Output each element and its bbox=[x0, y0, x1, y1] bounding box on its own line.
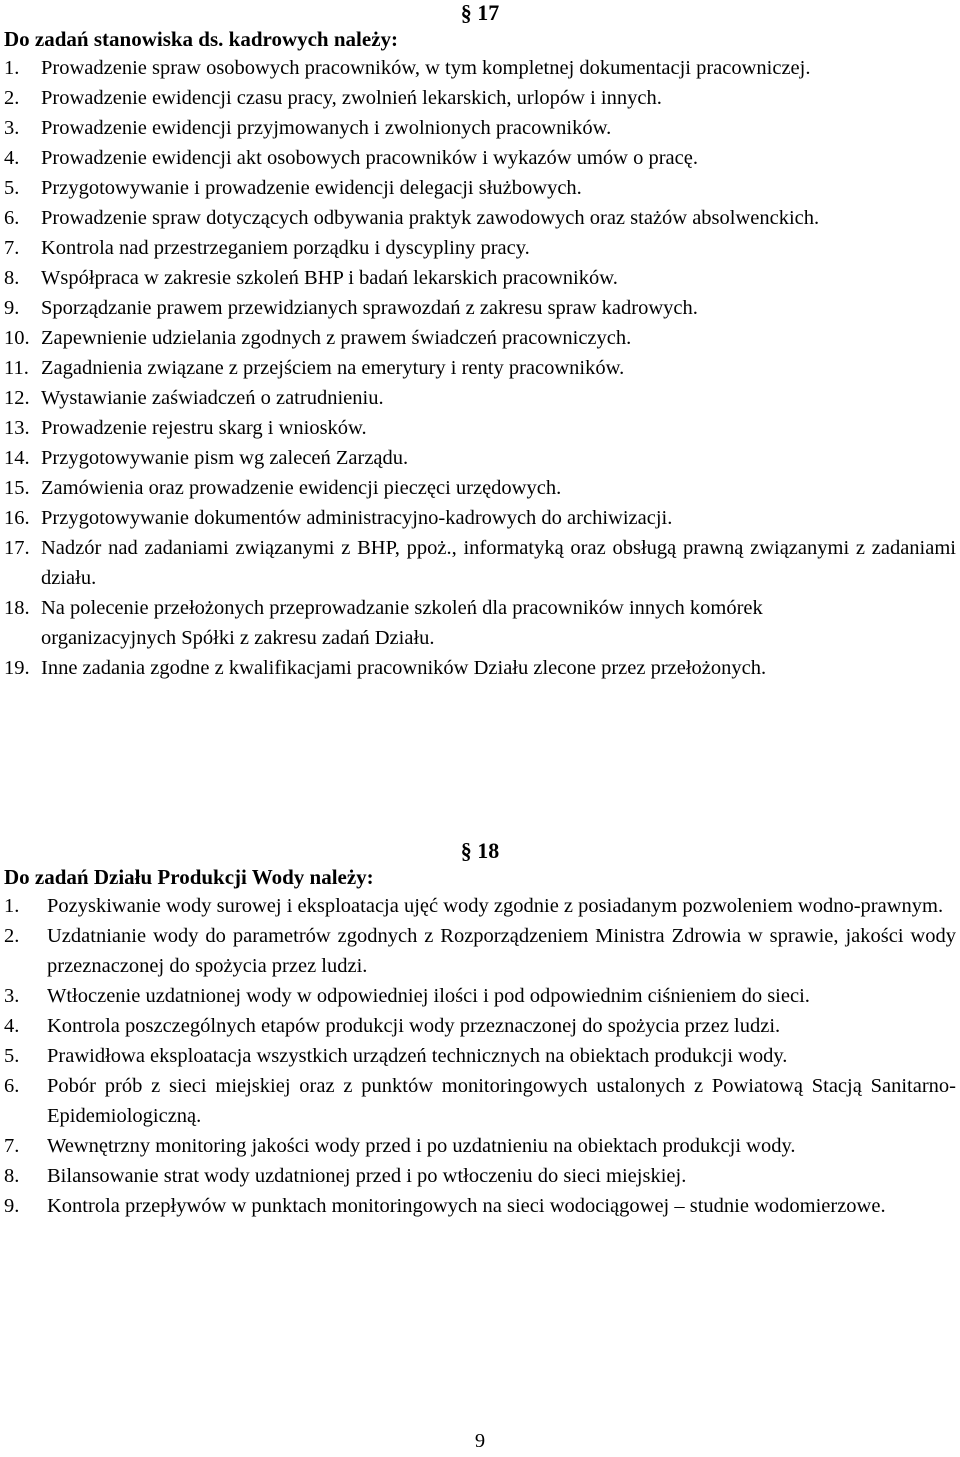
list-item bbox=[4, 1041, 956, 1071]
item-number: 12. bbox=[4, 387, 30, 409]
item-text: Pozyskiwanie wody surowej i eksploatacja ujęć wody zgodnie z posiadanym pozwoleniem wodno-prawnym. bbox=[47, 895, 944, 917]
task-list bbox=[4, 891, 956, 1221]
item-number: 10. bbox=[4, 327, 30, 349]
item-text: Prowadzenie rejestru skarg i wniosków. bbox=[41, 417, 367, 439]
task-list bbox=[4, 53, 956, 683]
list-item bbox=[4, 1071, 956, 1131]
item-number: 14. bbox=[4, 447, 30, 469]
item-text: Wtłoczenie uzdatnionej wody w odpowiedniej ilości i pod odpowiednim ciśnieniem do sieci. bbox=[47, 985, 810, 1007]
item-number: 1. bbox=[4, 895, 20, 917]
list-item bbox=[4, 413, 956, 443]
section-18 bbox=[4, 838, 956, 1221]
item-number: 4. bbox=[4, 1015, 20, 1037]
list-item bbox=[4, 1011, 956, 1041]
list-item bbox=[4, 921, 956, 981]
item-text-continuation: organizacyjnych Spółki z zakresu zadań Działu. bbox=[41, 627, 435, 649]
item-number: 19. bbox=[4, 657, 30, 679]
section-17 bbox=[4, 0, 956, 683]
list-item bbox=[4, 53, 956, 83]
list-item bbox=[4, 891, 956, 921]
list-item bbox=[4, 143, 956, 173]
item-text: Prawidłowa eksploatacja wszystkich urządzeń technicznych na obiektach produkcji wody. bbox=[47, 1045, 788, 1067]
item-text: Prowadzenie ewidencji czasu pracy, zwolnień lekarskich, urlopów i innych. bbox=[41, 87, 662, 109]
item-text: Zamówienia oraz prowadzenie ewidencji pieczęci urzędowych. bbox=[41, 477, 562, 499]
list-item bbox=[4, 263, 956, 293]
item-text: Inne zadania zgodne z kwalifikacjami pracowników Działu zlecone przez przełożonych. bbox=[41, 657, 767, 679]
item-text: Sporządzanie prawem przewidzianych sprawozdań z zakresu spraw kadrowych. bbox=[41, 297, 698, 319]
list-item bbox=[4, 533, 956, 593]
list-item bbox=[4, 1161, 956, 1191]
section-heading: Do zadań Działu Produkcji Wody należy: bbox=[4, 865, 374, 889]
item-number: 7. bbox=[4, 1135, 20, 1157]
list-item bbox=[4, 1131, 956, 1161]
section-number: § 18 bbox=[460, 838, 500, 863]
item-number: 5. bbox=[4, 177, 20, 199]
item-text: Przygotowywanie pism wg zaleceń Zarządu. bbox=[41, 447, 409, 469]
item-text-line: Na polecenie przełożonych przeprowadzanie szkoleń dla pracowników innych komórek bbox=[41, 597, 763, 619]
page-number: 9 bbox=[474, 1430, 486, 1452]
item-text: Wystawianie zaświadczeń o zatrudnieniu. bbox=[41, 387, 384, 409]
list-item bbox=[4, 353, 956, 383]
item-number: 17. bbox=[4, 537, 30, 559]
item-number: 3. bbox=[4, 985, 20, 1007]
list-item bbox=[4, 653, 956, 683]
list-item bbox=[4, 593, 956, 653]
item-text: Współpraca w zakresie szkoleń BHP i badań lekarskich pracowników. bbox=[41, 267, 618, 289]
list-item bbox=[4, 113, 956, 143]
list-item bbox=[4, 323, 956, 353]
section-heading: Do zadań stanowiska ds. kadrowych należy: bbox=[4, 27, 399, 51]
item-text: Przygotowywanie i prowadzenie ewidencji delegacji służbowych. bbox=[41, 177, 582, 199]
item-text: Zapewnienie udzielania zgodnych z prawem świadczeń pracowniczych. bbox=[41, 327, 632, 349]
item-number: 9. bbox=[4, 1195, 20, 1217]
item-number: 2. bbox=[4, 925, 20, 947]
item-text: Zagadnienia związane z przejściem na emerytury i renty pracowników. bbox=[41, 357, 625, 379]
item-text: Bilansowanie strat wody uzdatnionej przed i po wtłoczeniu do sieci miejskiej. bbox=[47, 1165, 687, 1187]
list-item bbox=[4, 173, 956, 203]
item-number: 18. bbox=[4, 597, 30, 619]
item-text: Kontrola nad przestrzeganiem porządku i dyscypliny pracy. bbox=[41, 237, 530, 259]
item-number: 13. bbox=[4, 417, 30, 439]
item-number: 8. bbox=[4, 1165, 20, 1187]
list-item bbox=[4, 383, 956, 413]
item-number: 6. bbox=[4, 1075, 20, 1097]
list-item bbox=[4, 233, 956, 263]
item-number: 16. bbox=[4, 507, 30, 529]
list-item bbox=[4, 83, 956, 113]
item-number: 6. bbox=[4, 207, 20, 229]
item-number: 3. bbox=[4, 117, 20, 139]
item-text: Uzdatnianie wody do parametrów zgodnych z Rozporządzeniem Ministra Zdrowia w sprawie, jakości wody przeznaczonej do spożycia przez ludzi. bbox=[47, 925, 956, 977]
item-text: Prowadzenie ewidencji przyjmowanych i zwolnionych pracowników. bbox=[41, 117, 612, 139]
item-text: Prowadzenie spraw dotyczących odbywania praktyk zawodowych oraz stażów absolwenckich. bbox=[41, 207, 820, 229]
item-text: Nadzór nad zadaniami związanymi z BHP, ppoż., informatyką oraz obsługą prawną związanymi z zadaniami działu. bbox=[41, 537, 956, 589]
item-text: Kontrola przepływów w punktach monitoringowych na sieci wodociągowej – studnie wodomierzowe. bbox=[47, 1195, 886, 1217]
item-number: 9. bbox=[4, 297, 20, 319]
item-text: Wewnętrzny monitoring jakości wody przed i po uzdatnieniu na obiektach produkcji wody. bbox=[47, 1135, 796, 1157]
list-item bbox=[4, 1191, 956, 1221]
item-text: Prowadzenie ewidencji akt osobowych pracowników i wykazów umów o pracę. bbox=[41, 147, 698, 169]
item-number: 4. bbox=[4, 147, 20, 169]
section-number: § 17 bbox=[460, 0, 500, 25]
item-number: 11. bbox=[4, 357, 29, 379]
item-text: Pobór prób z sieci miejskiej oraz z punktów monitoringowych ustalonych z Powiatową Stacją Sanitarno-Epidemiologiczną. bbox=[47, 1075, 956, 1127]
item-number: 7. bbox=[4, 237, 20, 259]
item-number: 8. bbox=[4, 267, 20, 289]
list-item bbox=[4, 981, 956, 1011]
list-item bbox=[4, 503, 956, 533]
list-item bbox=[4, 473, 956, 503]
item-text: Prowadzenie spraw osobowych pracowników, w tym kompletnej dokumentacji pracowniczej. bbox=[41, 57, 811, 79]
item-number: 15. bbox=[4, 477, 30, 499]
list-item bbox=[4, 443, 956, 473]
item-text bbox=[41, 593, 956, 653]
list-item bbox=[4, 203, 956, 233]
item-number: 5. bbox=[4, 1045, 20, 1067]
item-text: Kontrola poszczególnych etapów produkcji wody przeznaczonej do spożycia przez ludzi. bbox=[47, 1015, 781, 1037]
item-text: Przygotowywanie dokumentów administracyjno-kadrowych do archiwizacji. bbox=[41, 507, 673, 529]
item-number: 1. bbox=[4, 57, 20, 79]
item-number: 2. bbox=[4, 87, 20, 109]
list-item bbox=[4, 293, 956, 323]
